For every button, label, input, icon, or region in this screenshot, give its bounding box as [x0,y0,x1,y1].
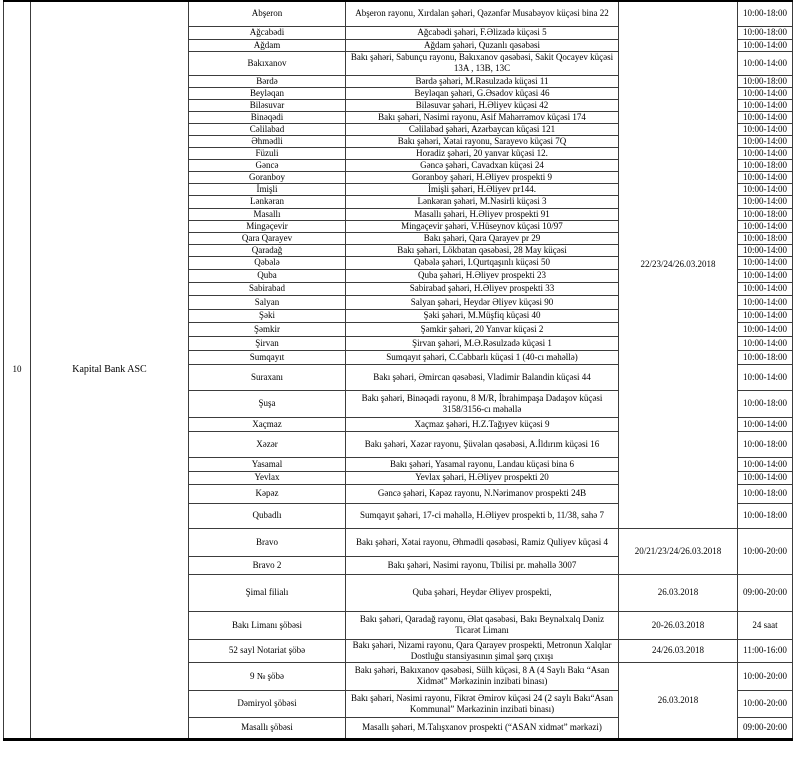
table-row [4,1,793,26]
address-cell: Bakı şəhəri, Nəsimi rayonu, Asif Məhərrəmov küçəsi 174 [346,111,619,123]
branch-cell: Kəpəz [189,484,346,503]
branch-cell: Dəmiryol şöbəsi [189,690,346,717]
branch-cell: Masallı şöbəsi [189,717,346,739]
branch-cell: Yasamal [189,457,346,471]
date-cell: 22/23/24/26.03.2018 [619,1,738,528]
hours-cell: 10:00-18:00 [738,75,793,87]
address-cell: Bakı şəhəri, Binəqədi rayonu, 8 M/R, İbrahimpaşa Dadaşov küçəsi 3158/3156-cı məhəllə [346,390,619,417]
branch-cell: Binəqədi [189,111,346,123]
branch-cell: Salyan [189,295,346,309]
address-cell: Bakı şəhəri, Qara Qarayev pr 29 [346,232,619,244]
hours-cell: 10:00-18:00 [738,431,793,457]
branch-cell: Ağdam [189,39,346,51]
branch-cell: Qubadlı [189,503,346,528]
date-cell: 20/21/23/24/26.03.2018 [619,528,738,574]
address-cell: Bakı şəhəri, Qaradağ rayonu, Ələt qəsəbəsi, Bakı Beynəlxalq Dəniz Ticarət Limanı [346,611,619,639]
branch-cell: Abşeron [189,1,346,26]
hours-cell: 10:00-18:00 [738,208,793,220]
address-cell: Bakı şəhəri, Bakıxanov qəsəbəsi, Sülh küçəsi, 8 A (4 Saylı Bakı “Asan Xidmət” Mərkəzinin inzibati binası) [346,662,619,690]
branch-cell: Goranboy [189,171,346,183]
branch-cell: Suraxanı [189,364,346,390]
hours-cell: 10:00-14:00 [738,269,793,282]
hours-cell: 10:00-14:00 [738,123,793,135]
branch-cell: Bakı Limanı şöbəsi [189,611,346,639]
branch-cell: Gəncə [189,159,346,171]
address-cell: Bakı şəhəri, Nizami rayonu, Qara Qarayev prospekti, Metronun Xalqlar Dostluğu stansiyasının şimal şərq çıxışı [346,639,619,662]
hours-cell: 24 saat [738,611,793,639]
branch-cell: Xaçmaz [189,417,346,431]
hours-cell: 10:00-18:00 [738,503,793,528]
hours-cell: 10:00-14:00 [738,99,793,111]
hours-cell: 10:00-18:00 [738,232,793,244]
address-cell: Lənkəran şəhəri, M.Nəsirli küçəsi 3 [346,195,619,208]
address-cell: Bərdə şəhəri, M.Rəsulzadə küçəsi 11 [346,75,619,87]
branch-cell: Xəzər [189,431,346,457]
branch-cell: Şirvan [189,336,346,350]
address-cell: Bakı şəhəri, Nəsimi rayonu, Tbilisi pr. məhəllə 3007 [346,556,619,574]
date-cell: 26.03.2018 [619,662,738,739]
address-cell: Quba şəhəri, Heydər Əliyev prospekti, [346,574,619,611]
address-cell: Sumqayıt şəhəri, C.Cabbarlı küçəsi 1 (40-cı məhəllə) [346,350,619,364]
hours-cell: 10:00-14:00 [738,39,793,51]
address-cell: Şəmkir şəhəri, 20 Yanvar küçəsi 2 [346,322,619,336]
address-cell: Qəbələ şəhəri, I.Qurtqaşınlı küçəsi 50 [346,256,619,269]
branch-cell: Qaradağ [189,244,346,256]
address-cell: Sumqayıt şəhəri, 17-ci məhəllə, H.Əliyev prospekti b, 11/38, sahə 7 [346,503,619,528]
address-cell: Beyləqan şəhəri, G.Əsədov küçəsi 46 [346,87,619,99]
branch-cell: Bravo [189,528,346,556]
branch-cell: Biləsuvar [189,99,346,111]
branch-cell: Lənkəran [189,195,346,208]
branch-cell: Masallı [189,208,346,220]
address-cell: İmişli şəhəri, H.Əliyev pr144. [346,183,619,195]
address-cell: Şirvan şəhəri, M.Ə.Rəsulzadə küçəsi 1 [346,336,619,350]
branch-cell: Əhmədli [189,135,346,147]
address-cell: Şəki şəhəri, M.Müşfiq küçəsi 40 [346,309,619,322]
date-cell: 20-26.03.2018 [619,611,738,639]
branch-cell: Quba [189,269,346,282]
branch-cell: Bravo 2 [189,556,346,574]
hours-cell: 10:00-14:00 [738,147,793,159]
branch-cell: Yevlax [189,471,346,484]
hours-cell: 10:00-18:00 [738,350,793,364]
hours-cell: 10:00-18:00 [738,159,793,171]
branch-cell: Şuşa [189,390,346,417]
hours-cell: 10:00-14:00 [738,471,793,484]
hours-cell: 10:00-14:00 [738,51,793,75]
address-cell: Masallı şəhəri, H.Əliyev prospekti 91 [346,208,619,220]
hours-cell: 10:00-14:00 [738,171,793,183]
hours-cell: 10:00-18:00 [738,26,793,39]
branch-cell: Qara Qarayev [189,232,346,244]
hours-cell: 10:00-18:00 [738,484,793,503]
branch-cell: Şimal filialı [189,574,346,611]
branch-cell: Ağcabədi [189,26,346,39]
date-cell: 26.03.2018 [619,574,738,611]
branch-cell: Şəki [189,309,346,322]
hours-cell: 10:00-14:00 [738,111,793,123]
branch-cell: Qəbələ [189,256,346,269]
row-number-cell: 10 [4,1,31,739]
hours-cell: 10:00-14:00 [738,364,793,390]
address-cell: Horadiz şəhəri, 20 yanvar küçəsi 12. [346,147,619,159]
hours-cell: 09:00-20:00 [738,574,793,611]
address-cell: Bakı şəhəri, Əmircan qəsəbəsi, Vladimir Balandin küçəsi 44 [346,364,619,390]
address-cell: Bakı şəhəri, Xətai rayonu, Sarayevo küçəsi 7Q [346,135,619,147]
hours-cell: 10:00-14:00 [738,457,793,471]
hours-cell: 09:00-20:00 [738,717,793,739]
branch-cell: Cəlilabad [189,123,346,135]
hours-cell: 10:00-20:00 [738,528,793,574]
hours-cell: 10:00-14:00 [738,295,793,309]
hours-cell: 10:00-14:00 [738,417,793,431]
address-cell: Salyan şəhəri, Heydər Əliyev küçəsi 90 [346,295,619,309]
address-cell: Bakı şəhəri, Sabunçu rayonu, Bakıxanov qəsəbəsi, Sakit Qocayev küçəsi 13A , 13B, 13C [346,51,619,75]
address-cell: Cəlilabad şəhəri, Azərbaycan küçəsi 121 [346,123,619,135]
hours-cell: 10:00-20:00 [738,662,793,690]
hours-cell: 11:00-16:00 [738,639,793,662]
address-cell: Goranboy şəhəri, H.Əliyev prospekti 9 [346,171,619,183]
branch-cell: Şəmkir [189,322,346,336]
hours-cell: 10:00-14:00 [738,256,793,269]
branch-cell: İmişli [189,183,346,195]
bank-name-cell: Kapital Bank ASC [31,1,189,739]
hours-cell: 10:00-14:00 [738,183,793,195]
hours-cell: 10:00-14:00 [738,195,793,208]
address-cell: Bakı şəhəri, Nəsimi rayonu, Fikrət Əmirov küçəsi 24 (2 saylı Bakı“Asan Kommunal” Mərkəzinin inzibati binası) [346,690,619,717]
branch-cell: 52 sayl Notariat şöbə [189,639,346,662]
address-cell: Quba şəhəri, H.Əliyev prospekti 23 [346,269,619,282]
address-cell: Bakı şəhəri, Xətai rayonu, Əhmədli qəsəbəsi, Ramiz Quliyev küçəsi 4 [346,528,619,556]
branch-cell: Bərdə [189,75,346,87]
hours-cell: 10:00-14:00 [738,322,793,336]
branch-cell: Füzuli [189,147,346,159]
branch-table-body [4,1,793,739]
address-cell: Ağdam şəhəri, Quzanlı qəsəbəsi [346,39,619,51]
hours-cell: 10:00-14:00 [738,87,793,99]
branch-cell: 9 № şöbə [189,662,346,690]
hours-cell: 10:00-18:00 [738,1,793,26]
hours-cell: 10:00-14:00 [738,244,793,256]
branch-cell: Sabirabad [189,282,346,295]
address-cell: Ağcabədi şəhəri, F.Əlizadə küçəsi 5 [346,26,619,39]
hours-cell: 10:00-14:00 [738,135,793,147]
address-cell: Gəncə şəhəri, Cavadxan küçəsi 24 [346,159,619,171]
address-cell: Bakı şəhəri, Yasamal rayonu, Landau küçəsi bina 6 [346,457,619,471]
hours-cell: 10:00-14:00 [738,336,793,350]
address-cell: Xaçmaz şəhəri, H.Z.Tağıyev küçəsi 9 [346,417,619,431]
address-cell: Masallı şəhəri, M.Talışxanov prospekti (“ASAN xidmət” mərkəzi) [346,717,619,739]
address-cell: Bakı şəhəri, Xəzər rayonu, Şüvəlan qəsəbəsi, A.İldırım küçəsi 16 [346,431,619,457]
branch-cell: Mingəçevir [189,220,346,232]
branch-table [3,0,793,741]
branch-cell: Sumqayıt [189,350,346,364]
date-cell: 24/26.03.2018 [619,639,738,662]
address-cell: Bakı şəhəri, Lökbatan qəsəbəsi, 28 May küçəsi [346,244,619,256]
hours-cell: 10:00-14:00 [738,220,793,232]
address-cell: Mingəçevir şəhəri, V.Hüseynov küçəsi 10/97 [346,220,619,232]
address-cell: Gəncə şəhəri, Kəpəz rayonu, N.Nərimanov prospekti 24B [346,484,619,503]
address-cell: Abşeron rayonu, Xırdalan şəhəri, Qəzənfər Musabəyov küçəsi bina 22 [346,1,619,26]
branch-cell: Beyləqan [189,87,346,99]
branch-cell: Bakıxanov [189,51,346,75]
address-cell: Yevlax şəhəri, H.Əliyev prospekti 20 [346,471,619,484]
address-cell: Biləsuvar şəhəri, H.Əliyev küçəsi 42 [346,99,619,111]
hours-cell: 10:00-20:00 [738,690,793,717]
hours-cell: 10:00-14:00 [738,309,793,322]
hours-cell: 10:00-18:00 [738,390,793,417]
address-cell: Sabirabad şəhəri, H.Əliyev prospekti 33 [346,282,619,295]
hours-cell: 10:00-14:00 [738,282,793,295]
